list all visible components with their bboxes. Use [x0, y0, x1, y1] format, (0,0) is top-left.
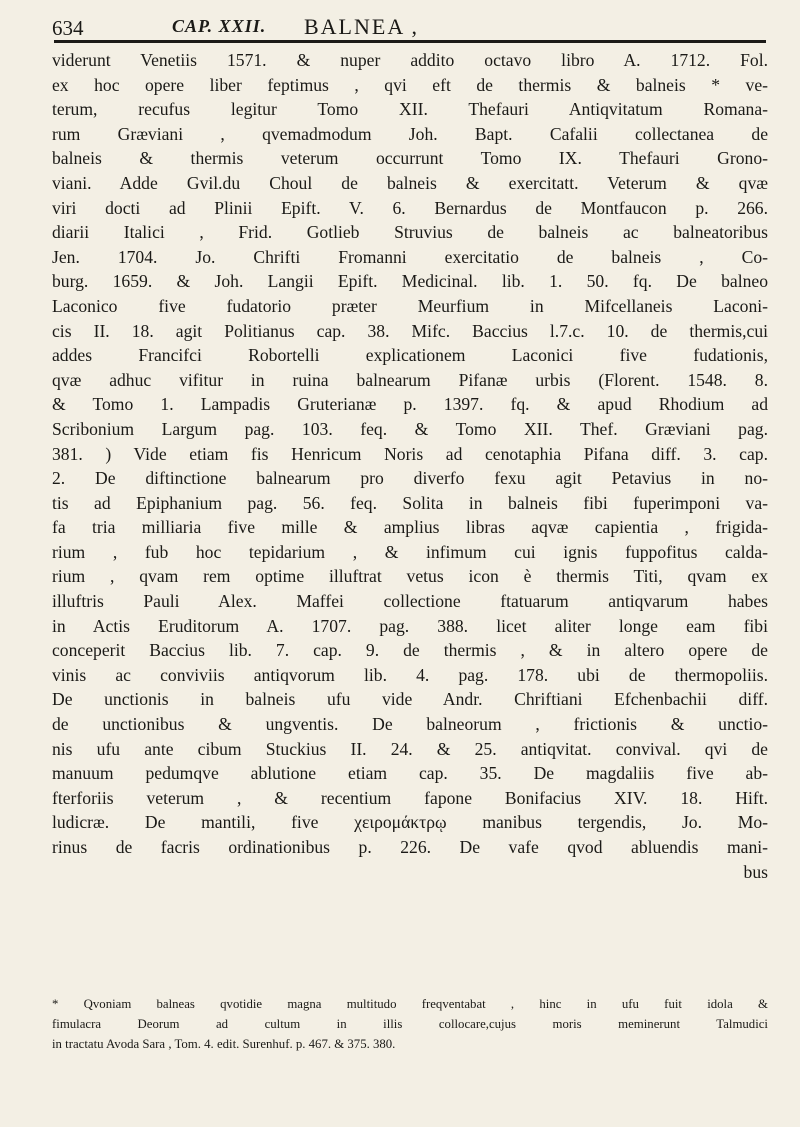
- text-line: illuftris Pauli Alex. Maffei collectione ftatuarum antiqvarum habes: [52, 591, 768, 612]
- text-line: viani. Adde Gvil.du Choul de balneis & exercitatt. Veterum & qvæ: [52, 172, 768, 193]
- text-line: viderunt Venetiis 1571. & nuper addito octavo libro A. 1712. Fol.: [52, 50, 768, 70]
- text-line: de unctionibus & ungventis. De balneorum , frictionis & unctio-: [52, 714, 768, 735]
- text-line: burg. 1659. & Joh. Langii Epift. Medicinal. lib. 1. 50. fq. De balneo: [52, 271, 768, 292]
- text-line: 2. De diftinctione balnearum pro diverfo fexu agit Petavius in no-: [52, 468, 768, 489]
- text-line: fterforiis veterum , & recentium fapone Bonifacius XIV. 18. Hift.: [52, 787, 768, 808]
- text-line: cis II. 18. agit Politianus cap. 38. Mifc. Baccius l.7.c. 10. de thermis,cui: [52, 320, 768, 341]
- text-line: qvæ adhuc vifitur in ruina balnearum Pifanæ urbis (Florent. 1548. 8.: [52, 369, 768, 390]
- text-line: Jen. 1704. Jo. Chrifti Fromanni exercitatio de balneis , Co-: [52, 246, 768, 267]
- text-line: De unctionis in balneis ufu vide Andr. Chriftiani Efchenbachii diff.: [52, 689, 768, 710]
- footnote-line: * Qvoniam balneas qvotidie magna multitudo freqventabat , hinc in ufu fuit idola &: [52, 997, 768, 1011]
- text-line: fa tria milliaria five mille & amplius libras aqvæ capientia , frigida-: [52, 517, 768, 538]
- running-title: BALNEA ,: [304, 14, 419, 39]
- text-line: ex hoc opere liber feptimus , qvi eft de thermis & balneis * ve-: [52, 74, 768, 95]
- footnote: [52, 994, 768, 1054]
- text-line: rinus de facris ordinationibus p. 226. De vafe qvod abluendis mani-: [52, 837, 768, 857]
- chapter-label: CAP. XXII.: [172, 16, 267, 36]
- text-line: diarii Italici , Frid. Gotlieb Struvius de balneis ac balneatoribus: [52, 222, 768, 243]
- footnote-line: in tractatu Avoda Sara , Tom. 4. edit. Surenhuf. p. 467. & 375. 380.: [52, 1037, 396, 1051]
- text-line: manuum pedumqve ablutione etiam cap. 35. De magdaliis five ab-: [52, 763, 768, 784]
- text-line: tis ad Epiphanium pag. 56. feq. Solita in balneis fibi fuperimponi va-: [52, 492, 768, 513]
- text-line: rium , qvam rem optime illuftrat vetus icon è thermis Titi, qvam ex: [52, 566, 768, 587]
- text-line: Laconico five fudatorio præter Meurfium in Mifcellaneis Laconi-: [52, 295, 768, 316]
- text-line: addes Francifci Robortelli explicationem Laconici five fudationis,: [52, 345, 768, 366]
- text-line: & Tomo 1. Lampadis Gruterianæ p. 1397. fq. & apud Rhodium ad: [52, 394, 768, 415]
- running-header: [52, 10, 752, 40]
- text-line: viri docti ad Plinii Epift. V. 6. Bernardus de Montfaucon p. 266.: [52, 197, 768, 218]
- text-line: Scribonium Largum pag. 103. feq. & Tomo XII. Thef. Græviani pag.: [52, 418, 768, 439]
- text-line: conceperit Baccius lib. 7. cap. 9. de thermis , & in altero opere de: [52, 640, 768, 661]
- text-line: 381. ) Vide etiam fis Henricum Noris ad cenotaphia Pifana diff. 3. cap.: [52, 443, 768, 464]
- text-line: balneis & thermis veterum occurrunt Tomo IX. Thefauri Grono-: [52, 148, 768, 169]
- text-line: vinis ac conviviis antiqvorum lib. 4. pag. 178. ubi de thermopoliis.: [52, 664, 768, 685]
- text-line: in Actis Eruditorum A. 1707. pag. 388. licet aliter longe eam fibi: [52, 615, 768, 636]
- footnote-line: fimulacra Deorum ad cultum in illis collocare,cujus moris meminerunt Talmudici: [52, 1017, 768, 1031]
- text-line: bus: [743, 861, 768, 882]
- header-rule: [54, 40, 766, 43]
- text-line: ludicræ. De mantili, five χειρομάκτρῳ manibus tergendis, Jo. Mo-: [52, 812, 768, 833]
- text-line: nis ufu ante cibum Stuckius II. 24. & 25. antiqvitat. convival. qvi de: [52, 738, 768, 759]
- text-line: rium , fub hoc tepidarium , & infimum cui ignis fuppofitus calda-: [52, 541, 768, 562]
- text-line: terum, recufus legitur Tomo XII. Thefauri Antiqvitatum Romana-: [52, 99, 768, 120]
- body-text: [52, 48, 768, 884]
- page-number: 634: [52, 16, 84, 40]
- text-line: rum Græviani , qvemadmodum Joh. Bapt. Cafalii collectanea de: [52, 123, 768, 144]
